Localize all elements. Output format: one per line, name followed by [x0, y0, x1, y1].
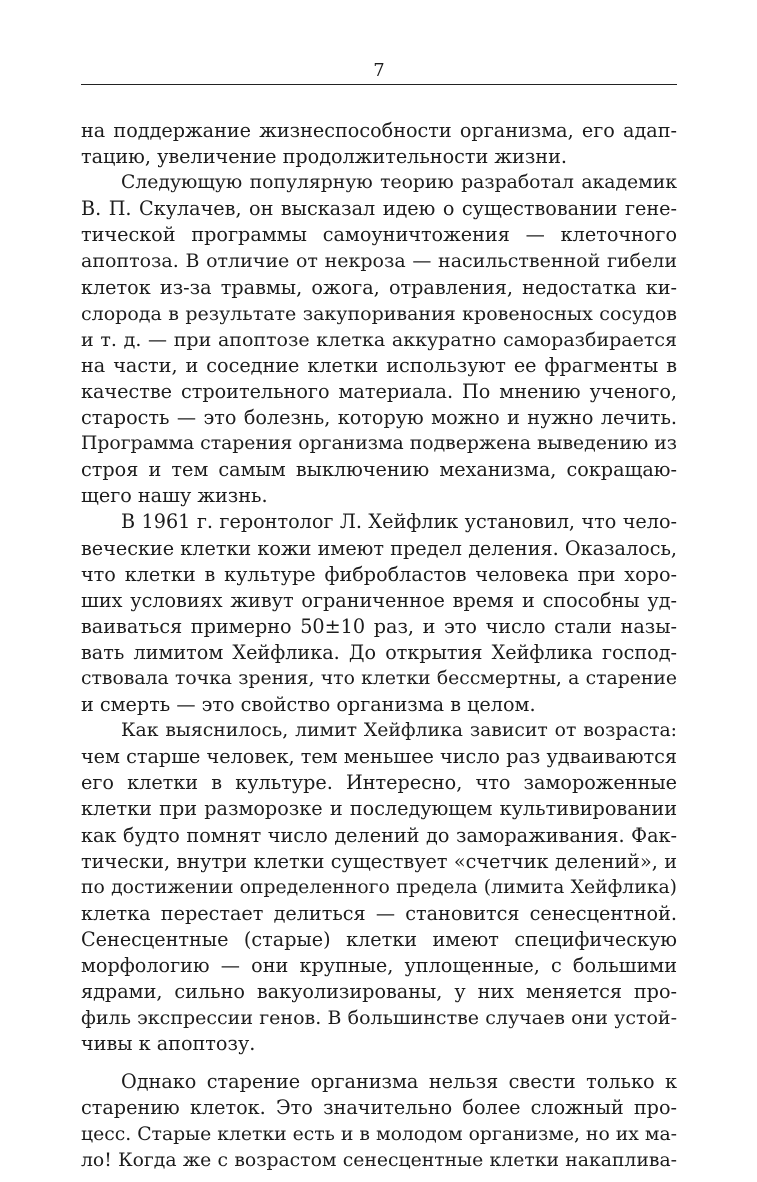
paragraph — [81, 1069, 677, 1173]
text-line: клетки при разморозке и последующем культивировании — [81, 797, 677, 821]
text-line: Сенесцентные (старые) клетки имеют специфическую — [81, 927, 677, 951]
text-line: тацию, увеличение продолжительности жизни. — [81, 145, 567, 169]
page-number: 7 — [373, 60, 385, 81]
text-line: на поддержание жизнеспособности организма, его адап- — [81, 119, 677, 142]
text-line: и т. д. — при апоптозе клетка аккуратно саморазбирается — [81, 328, 677, 351]
text-line: старению клеток. Это значительно более сложный про- — [81, 1096, 677, 1120]
text-line: тической программы самоуничтожения — клеточного — [81, 223, 677, 247]
text-line: клеток из-за травмы, ожога, отравления, недостатка ки- — [81, 275, 677, 299]
text-line: ваиваться примерно 50±10 раз, и это число стали назы- — [81, 614, 677, 638]
paragraph-gap — [81, 1057, 677, 1069]
text-line: слорода в результате закупоривания кровеносных сосудов — [81, 302, 677, 325]
text-line: ших условиях живут ограниченное время и способны уд- — [81, 588, 677, 612]
text-line: веческие клетки кожи имеют предел деления. Оказалось, — [81, 536, 677, 560]
text-line: его клетки в культуре. Интересно, что замороженные — [81, 771, 677, 795]
text-line: ло! Когда же с возрастом сенесцентные клетки накаплива- — [81, 1149, 677, 1171]
text-line: ядрами, сильно вакуолизированы, у них меняется про- — [81, 980, 677, 1004]
text-line: строя и тем самым выключению механизма, сокращаю- — [81, 458, 677, 482]
text-line: Следующую популярную теорию разработал академик — [121, 172, 677, 194]
text-line: вать лимитом Хейфлика. До открытия Хейфлика господ- — [81, 640, 677, 664]
text-line: В. П. Скулачев, он высказал идею о существовании гене- — [81, 197, 677, 221]
text-line: чем старше человек, тем меньшее число раз удваиваются — [81, 745, 677, 769]
paragraph — [81, 509, 677, 718]
page-body — [81, 118, 677, 1174]
text-line: как будто помнят число делений до замораживания. Фак- — [81, 823, 677, 847]
text-line: филь экспрессии генов. В большинстве случаев они устой- — [81, 1007, 677, 1030]
text-line: старость — это болезнь, которую можно и нужно лечить. — [81, 406, 677, 430]
text-line: цесс. Старые клетки есть и в молодом организме, но их ма- — [81, 1123, 677, 1145]
text-line: тически, внутри клетки существует «счетчик делений», и — [81, 849, 677, 873]
text-line: Как выяснилось, лимит Хейфлика зависит от возраста: — [121, 720, 677, 742]
text-line: качестве строительного материала. По мнению ученого, — [81, 379, 677, 403]
text-line: щего нашу жизнь. — [81, 484, 268, 508]
text-line: что клетки в культуре фибробластов человека при хоро- — [81, 562, 677, 586]
text-line: клетка перестает делиться — становится сенесцентной. — [81, 901, 677, 925]
text-line: Однако старение организма нельзя свести только к — [121, 1070, 677, 1094]
text-line: чивы к апоптозу. — [81, 1032, 256, 1056]
text-line: апоптоза. В отличие от некроза — насильственной гибели — [81, 250, 677, 273]
text-line: и смерть — это свойство организма в целом. — [81, 693, 536, 717]
text-line: по достижении определенного предела (лимита Хейфлика) — [81, 876, 677, 898]
paragraph — [81, 170, 677, 509]
text-line: ствовала точка зрения, что клетки бессмертны, а старение — [81, 667, 677, 689]
paragraph — [81, 718, 677, 1057]
text-line: В 1961 г. геронтолог Л. Хейфлик установил, что чело- — [121, 510, 677, 534]
text-line: морфологию — они крупные, уплощенные, с большими — [81, 954, 677, 977]
paragraph — [81, 118, 677, 170]
text-line: Программа старения организма подвержена выведению из — [81, 433, 677, 455]
text-line: на части, и соседние клетки используют ее фрагменты в — [81, 353, 677, 377]
header-rule — [81, 84, 677, 85]
